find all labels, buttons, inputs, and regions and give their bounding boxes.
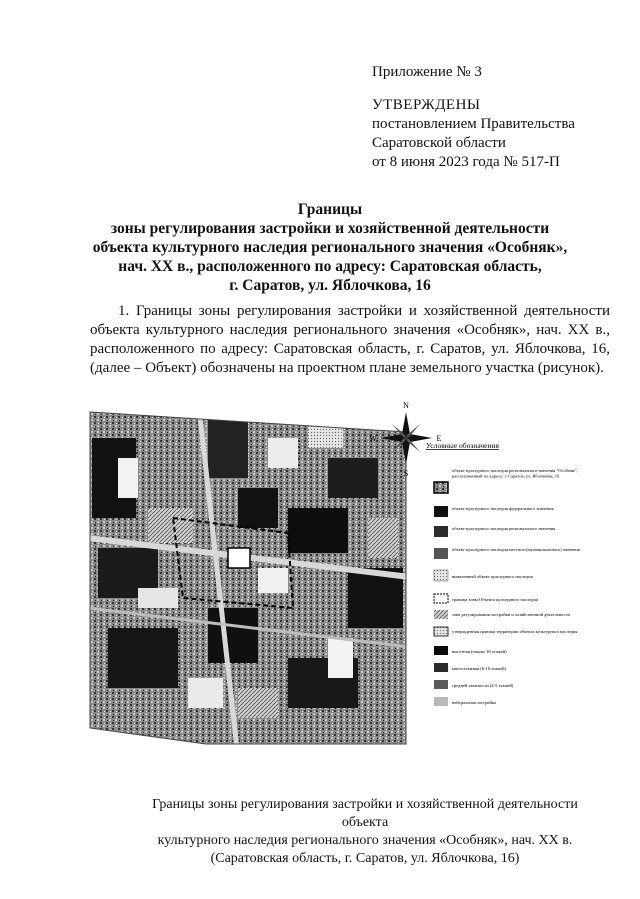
compass-w: W [369,434,377,443]
title-line: Границы [297,201,363,218]
site-plan-svg [88,398,598,778]
legend-item: утвержденная граница территории объекта культурного наследия [452,629,578,634]
legend-item: многоэтажная (6-10 этажей) [452,666,506,671]
legend-item: нейтральная застройка [452,700,496,705]
legend-item: средней этажности (4-5 этажей) [452,683,514,688]
title-line: объекта культурного наследия регионального значения «Особняк», [92,239,568,256]
legend-item: объект культурного наследия местного(муниципального) значения [452,547,580,552]
appendix-number: Приложение № 3 [372,64,482,80]
legend-item: выявленный объект культурного наследия [452,574,533,579]
body-paragraph [90,302,610,378]
legend-item: высотная (свыше 10 этажей) [452,649,507,654]
compass-s: S [403,469,409,478]
paragraph-text: 1. Границы зоны регулирования застройки и хозяйственной деятельности объекта культурного наследия регионального значения «Особняк», нач. XX в., расположенного по адресу: Саратовская область, г. Саратов, ул. Яблочкова, 16, (далее – Объект) обозначены на проектном плане земельного участка (рисунок). [90,303,610,376]
compass-e: E [436,434,442,443]
figure-caption [130,796,600,868]
legend-title: Условные обозначения [426,441,499,450]
title-line: нач. XX в., расположенного по адресу: Саратовская область, [118,258,542,275]
approved-heading: УТВЕРЖДЕНЫ [372,97,481,113]
legend-item: объект культурного наследия регионального значения [452,526,556,531]
approval-block [372,96,575,172]
legend-item: зона регулирования застройки и хозяйственной деятельности [452,612,570,617]
map-legend [426,441,580,706]
site-plan-figure [88,398,598,778]
caption-line: (Саратовская область, г. Саратов, ул. Яблочкова, 16) [210,851,520,866]
approved-line: Саратовской области [372,135,506,151]
title-line: г. Саратов, ул. Яблочкова, 16 [229,277,431,294]
title-line: зоны регулирования застройки и хозяйственной деятельности [110,220,550,237]
approved-line: от 8 июня 2023 года № 517-П [372,154,560,170]
legend-item: граница зоны Объекта культурного наследия [452,597,538,602]
approved-line: постановлением Правительства [372,116,575,132]
legend-item: объект культурного наследия федерального значения [452,506,554,511]
caption-line: культурного наследия регионального значения «Особняк», нач. XX в. [157,833,573,848]
compass-n: N [403,401,409,410]
legend-item: объект культурного наследия регионального значения "Особняк", расположенный по адресу: г. Саратов, ул. Яблочкова, 16 [452,468,578,479]
map-aerial [88,398,418,758]
caption-line: Границы зоны регулирования застройки и хозяйственной деятельности объекта [152,797,578,830]
document-title [60,200,600,295]
